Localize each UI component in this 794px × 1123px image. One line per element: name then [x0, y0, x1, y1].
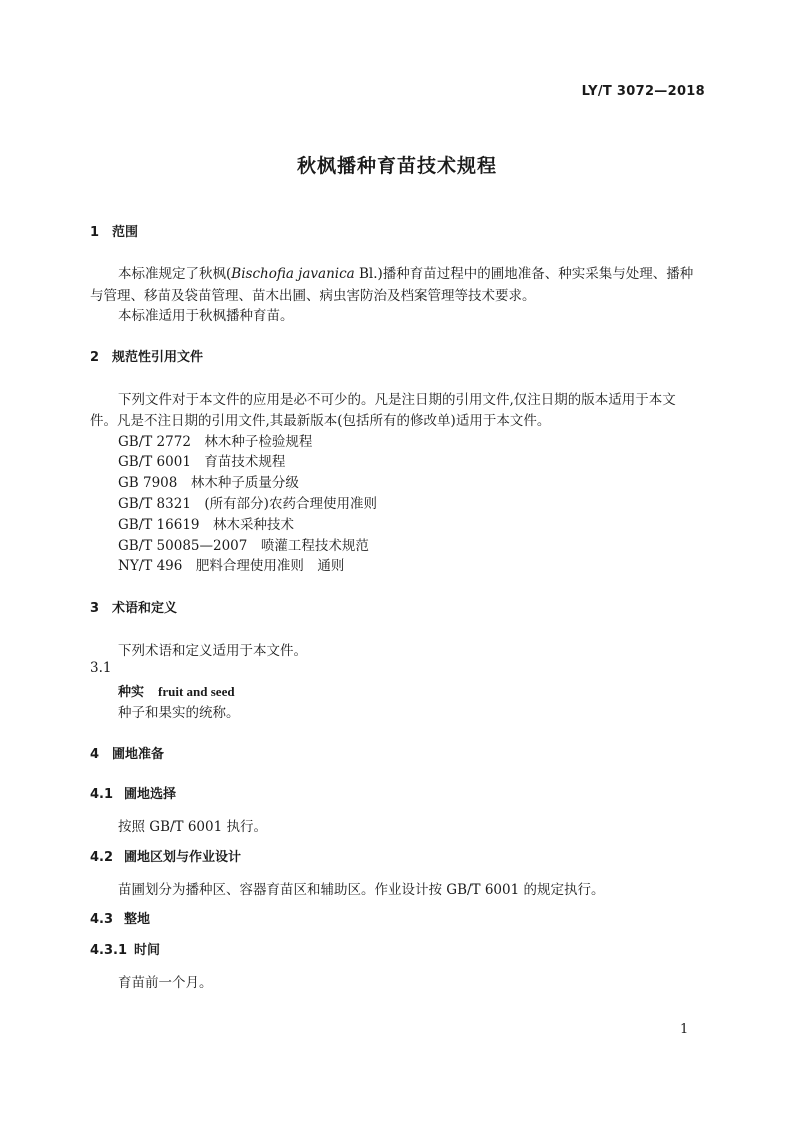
section-number: 3	[90, 601, 100, 616]
section-2-heading	[90, 346, 203, 365]
term-number: 3.1	[90, 660, 112, 676]
paragraph-continued: 与管理、移苗及袋苗管理、苗木出圃、病虫害防治及档案管理等技术要求。	[90, 288, 536, 304]
subsection-title: 圃地选择	[124, 787, 177, 802]
paragraph: 育苗前一个月。	[118, 975, 213, 991]
document-title: 秋枫播种育苗技术规程	[296, 155, 497, 177]
subsection-title: 圃地区划与作业设计	[124, 850, 242, 865]
paragraph: 按照 GB/T 6001 执行。	[118, 819, 267, 835]
subsection-number: 4.2	[90, 850, 114, 865]
term-definition: 种子和果实的统称。	[118, 705, 240, 721]
subsection-4-2-heading	[90, 846, 241, 865]
term-entry	[118, 681, 235, 700]
term-english: fruit and seed	[158, 684, 235, 699]
section-title: 圃地准备	[112, 747, 165, 762]
paragraph: 下列术语和定义适用于本文件。	[118, 643, 307, 659]
reference-item: GB/T 8321 (所有部分)农药合理使用准则	[118, 496, 377, 512]
subsection-4-3-heading	[90, 908, 150, 927]
section-4-heading	[90, 743, 164, 762]
section-title: 规范性引用文件	[112, 350, 204, 365]
subsection-number: 4.3.1	[90, 943, 128, 958]
latin-name: Bischofia javanica	[231, 266, 355, 282]
reference-item: GB/T 6001 育苗技术规程	[118, 454, 286, 470]
paragraph: 本标准适用于秋枫播种育苗。	[118, 308, 294, 324]
reference-item: NY/T 496 肥料合理使用准则 通则	[118, 558, 345, 574]
paragraph	[118, 262, 693, 282]
paragraph: 苗圃划分为播种区、容器育苗区和辅助区。作业设计按 GB/T 6001 的规定执行。	[118, 882, 605, 898]
subsection-number: 4.3	[90, 912, 114, 927]
reference-item: GB/T 50085—2007 喷灌工程技术规范	[118, 538, 369, 554]
reference-item: GB 7908 林木种子质量分级	[118, 475, 299, 491]
paragraph: 下列文件对于本文件的应用是必不可少的。凡是注日期的引用文件,仅注日期的版本适用于本文	[118, 392, 676, 408]
text-run: 本标准规定了秋枫(	[118, 266, 232, 282]
section-number: 2	[90, 350, 100, 365]
reference-item: GB/T 16619 林木采种技术	[118, 517, 294, 533]
section-number: 1	[90, 225, 100, 240]
subsection-4-1-heading	[90, 783, 176, 802]
section-title: 范围	[112, 225, 139, 240]
reference-item: GB/T 2772 林木种子检验规程	[118, 434, 313, 450]
paragraph-continued: 件。凡是不注日期的引用文件,其最新版本(包括所有的修改单)适用于本文件。	[90, 413, 551, 429]
text-run: Bl.)播种育苗过程中的圃地准备、种实采集与处理、播种	[354, 266, 694, 282]
subsection-number: 4.1	[90, 787, 114, 802]
section-title: 术语和定义	[112, 601, 178, 616]
subsection-title: 整地	[124, 912, 151, 927]
subsection-title: 时间	[134, 943, 161, 958]
section-number: 4	[90, 747, 100, 762]
subsection-4-3-1-heading	[90, 939, 160, 958]
section-1-heading	[90, 221, 138, 240]
standard-code: LY/T 3072—2018	[581, 84, 705, 99]
page-number: 1	[680, 1022, 689, 1037]
section-3-heading	[90, 597, 177, 616]
term-chinese: 种实	[118, 685, 145, 700]
